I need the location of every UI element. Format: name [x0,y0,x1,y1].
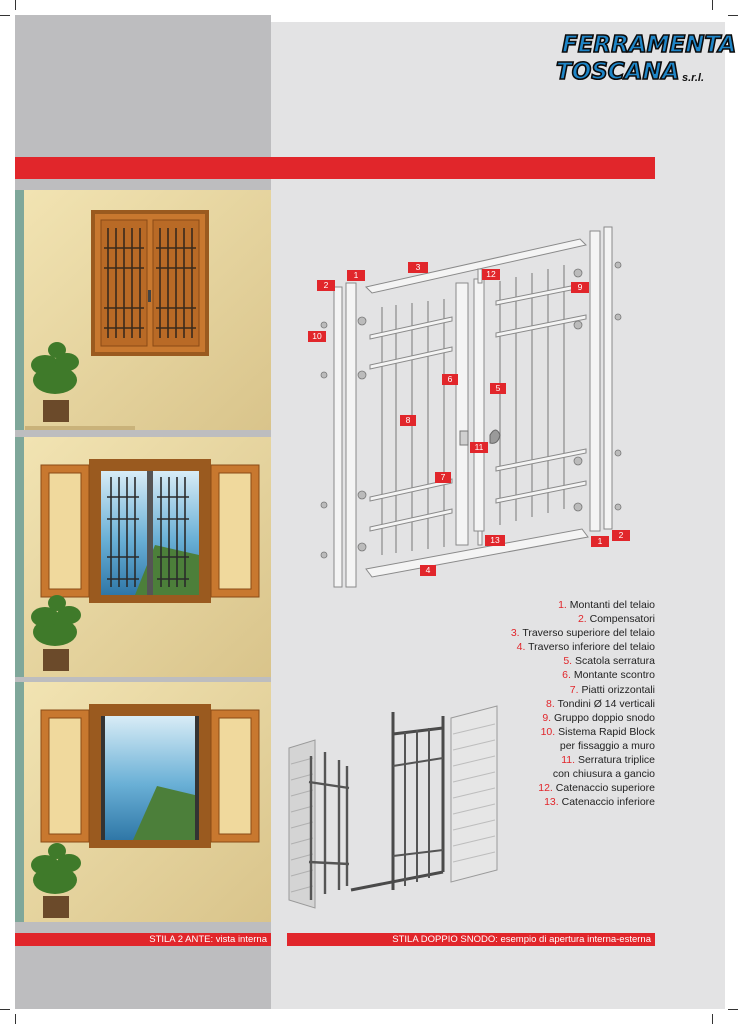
crop-mark [15,0,16,10]
diagram-tag: 1 [347,270,365,281]
legend-text: Scatola serratura [575,655,655,668]
legend-number: 13. [544,796,559,809]
legend-item [420,640,655,654]
brand-line2: TOSCANA [556,59,680,85]
legend-number: 10. [540,725,556,738]
legend-text: Tondini Ø 14 verticali [557,697,655,710]
legend-number: 5. [563,655,573,668]
diagram-tag: 10 [308,331,326,342]
legend-number: 3. [510,627,520,640]
header-red-band [15,157,655,179]
brand-suffix: s.r.l. [682,72,705,84]
diagram-tag: 9 [571,282,589,293]
legend-number: 6. [562,669,571,682]
legend-number: 11. [561,754,576,767]
diagram-tag: 2 [317,280,335,291]
legend-item [420,626,655,640]
legend-text: Gruppo doppio snodo [554,711,655,724]
legend-item [420,612,655,626]
legend-number: 7. [569,683,579,696]
legend-text: Montante scontro [573,669,655,682]
brand-logo [556,30,737,92]
crop-mark [0,15,10,16]
diagram-tag: 8 [400,415,416,426]
legend-text: Traverso inferiore del telaio [528,641,655,654]
legend-item [420,683,655,697]
diagram-tag: 5 [490,383,506,394]
legend-number: 2. [577,613,587,626]
legend-item [420,598,655,612]
diagram-tag: 3 [408,262,428,273]
photo-open-shutters-grate-open [15,682,271,922]
crop-mark [15,1014,16,1024]
legend-item [420,654,655,668]
legend-text: Montanti del telaio [569,599,655,611]
legend-text: con chiusura a gancio [552,768,655,781]
brand-line1: FERRAMENTA [562,32,737,58]
legend-text: Catenaccio inferiore [561,796,655,809]
crop-mark [712,0,713,10]
diagram-tag: 1 [591,536,609,547]
diagram-tag: 13 [485,535,505,546]
crop-mark [728,1009,738,1010]
diagram-tag: 7 [435,472,451,483]
legend-number: 1. [558,599,567,611]
photo-closed-window [15,190,271,430]
caption-right: STILA DOPPIO SNODO: esempio di apertura interna-esterna [287,933,655,946]
crop-mark [728,15,738,16]
caption-left: STILA 2 ANTE: vista interna [15,933,271,946]
legend-number: 9. [542,711,552,724]
legend-number: 8. [546,697,555,710]
diagram-tag: 11 [470,442,488,453]
diagram-tag: 2 [612,530,630,541]
legend-text: Traverso superiore del telaio [522,627,655,640]
crop-mark [712,1014,713,1024]
legend-item [420,668,655,682]
legend-text: Catenaccio superiore [555,782,655,795]
legend-text: Piatti orizzontali [581,683,655,696]
diagram-tag: 4 [420,565,436,576]
diagram-tag: 12 [482,269,500,280]
legend-text: Compensatori [589,613,655,626]
legend-text: Serratura triplice [577,754,655,767]
opening-illustration [285,704,515,914]
legend-number: 4. [516,641,526,654]
photo-open-shutters-grate [15,437,271,677]
legend-text: per fissaggio a muro [559,739,655,752]
legend-number: 12. [538,782,553,795]
diagram-tag: 6 [442,374,458,385]
crop-mark [0,1009,10,1010]
legend-text: Sistema Rapid Block [558,725,655,738]
